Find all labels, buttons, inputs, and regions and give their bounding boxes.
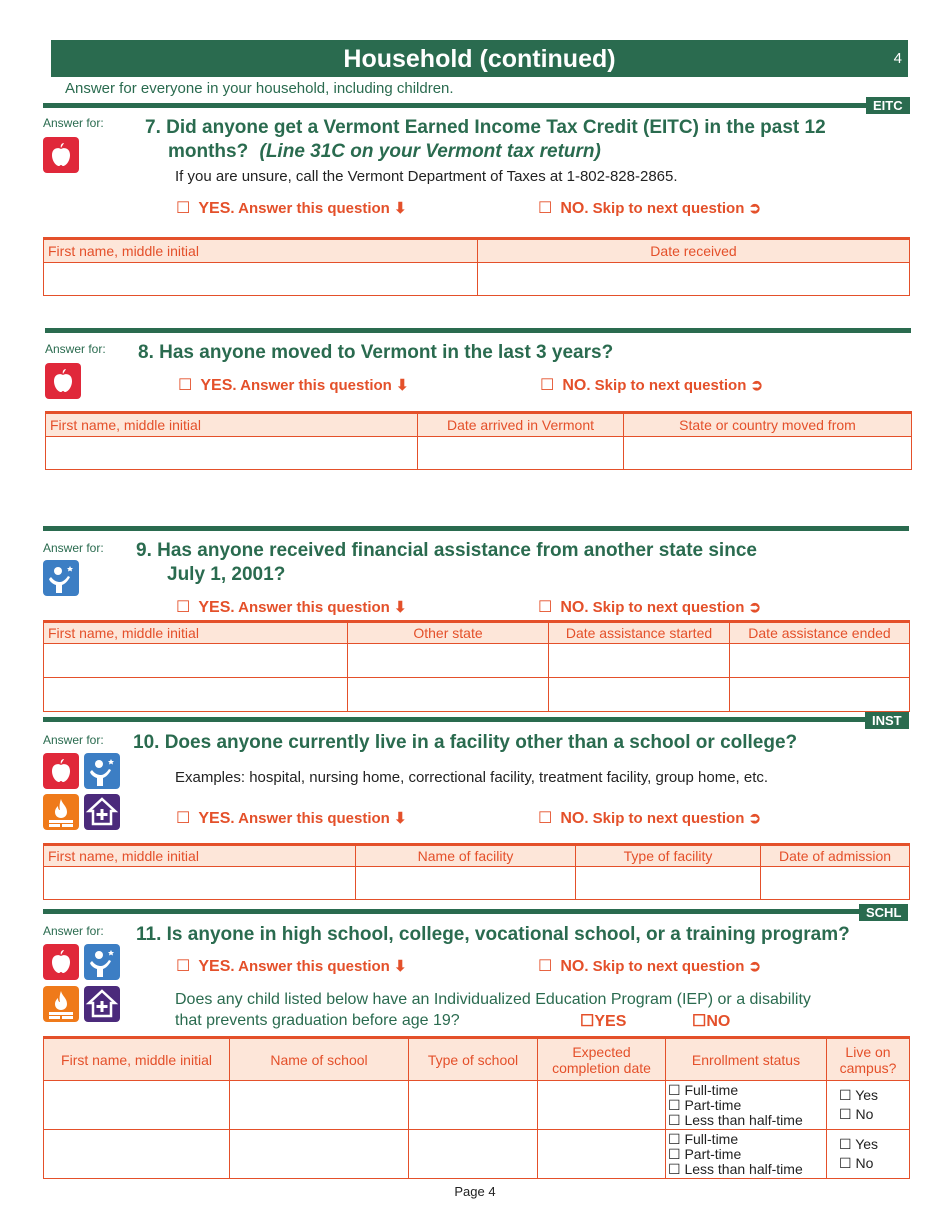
checkbox-icon[interactable]: ☐	[668, 1096, 681, 1113]
school-cell[interactable]	[230, 1081, 409, 1130]
yes-label: YES	[200, 377, 233, 394]
column-header: Type of facility	[576, 845, 761, 867]
name-cell[interactable]	[44, 678, 348, 712]
checkbox-icon[interactable]: ☐	[538, 599, 553, 616]
right-arrow-icon: ➲	[748, 200, 762, 217]
question-text: Has anyone moved to Vermont in the last 3 years?	[159, 342, 614, 363]
down-arrow-icon: ⬇	[396, 377, 409, 394]
option-label: No	[855, 1155, 874, 1171]
column-header: First name, middle initial	[44, 622, 348, 644]
apple-icon	[43, 137, 79, 173]
checkbox-icon[interactable]: ☐	[839, 1155, 852, 1171]
checkbox-icon[interactable]: ☐	[668, 1130, 681, 1147]
question-9	[136, 539, 757, 587]
name-cell[interactable]	[44, 867, 356, 900]
q9-yes-option[interactable]	[176, 597, 407, 617]
note-end: .	[673, 168, 678, 185]
question-text: Did anyone get a Vermont Earned Income Tax Credit (EITC) in the past 12	[166, 117, 826, 138]
column-header: Live on campus?	[827, 1038, 910, 1081]
question-text: Does anyone currently live in a facility other than a school or college?	[164, 732, 798, 753]
down-arrow-icon: ⬇	[394, 200, 407, 217]
q8-no-option[interactable]	[540, 375, 763, 395]
enrollment-cell	[666, 1081, 827, 1130]
right-arrow-icon: ➲	[748, 810, 762, 827]
type-cell[interactable]	[409, 1130, 538, 1179]
name-cell[interactable]	[46, 437, 418, 470]
no-label: NO	[560, 200, 585, 217]
enrollment-fulltime[interactable]	[668, 1132, 824, 1147]
eitc-note	[175, 168, 678, 185]
down-arrow-icon: ⬇	[394, 810, 407, 827]
column-header: Name of facility	[356, 845, 576, 867]
no-label: NO	[562, 377, 587, 394]
answer-for-label: Answer for:	[43, 116, 104, 130]
column-header: Other state	[348, 622, 549, 644]
question-text: Has anyone received financial assistance from another state since	[157, 540, 757, 561]
name-cell[interactable]	[44, 263, 478, 296]
q11-table	[43, 1036, 910, 1179]
question-10	[133, 731, 797, 755]
q11-yes-option[interactable]	[176, 956, 407, 976]
checkbox-icon[interactable]: ☐	[668, 1145, 681, 1162]
campus-yes[interactable]	[839, 1135, 907, 1154]
section-divider	[43, 103, 866, 108]
q10-yes-option[interactable]	[176, 808, 407, 828]
q10-no-option[interactable]	[538, 808, 761, 828]
question-hint: (Line 31C on your Vermont tax return)	[259, 141, 601, 162]
page-header	[51, 40, 908, 77]
page-subtitle: Answer for everyone in your household, including children.	[65, 80, 454, 97]
iep-no-label: NO	[706, 1013, 731, 1030]
date-cell[interactable]	[761, 867, 910, 900]
option-label: Less than half-time	[684, 1111, 803, 1128]
yes-label: YES	[198, 599, 231, 616]
checkbox-icon[interactable]: ☐	[668, 1111, 681, 1128]
fire-heat-icon	[43, 986, 79, 1022]
name-cell[interactable]	[44, 1081, 230, 1130]
page-footer: Page 4	[454, 1184, 496, 1199]
enrollment-lessthanhalf[interactable]	[668, 1162, 824, 1177]
section-divider	[43, 909, 859, 914]
apple-icon	[43, 944, 79, 980]
column-header: Name of school	[230, 1038, 409, 1081]
q7-no-option[interactable]	[538, 198, 761, 218]
child-star-icon	[43, 560, 79, 596]
q7-yes-option[interactable]	[176, 198, 407, 218]
question-11	[136, 923, 850, 947]
schl-tag: SCHL	[859, 904, 908, 921]
right-arrow-icon: ➲	[748, 958, 762, 975]
iep-yes-label: YES	[594, 1013, 627, 1030]
house-plus-icon	[84, 986, 120, 1022]
state-cell[interactable]	[624, 437, 912, 470]
state-cell[interactable]	[348, 644, 549, 678]
iep-text-cont: that prevents graduation before age 19?	[175, 1012, 460, 1029]
table-row	[44, 644, 910, 678]
state-cell[interactable]	[348, 678, 549, 712]
q9-table	[43, 620, 910, 712]
right-arrow-icon: ➲	[748, 599, 762, 616]
iep-no-option[interactable]	[692, 1011, 730, 1031]
checkbox-icon[interactable]: ☐	[538, 200, 553, 217]
answer-for-label: Answer for:	[43, 733, 104, 747]
checkbox-icon[interactable]: ☐	[176, 200, 191, 217]
no-instruction: . Skip to next question	[584, 599, 745, 616]
campus-no[interactable]	[839, 1105, 907, 1124]
date-cell[interactable]	[549, 644, 730, 678]
enrollment-parttime[interactable]	[668, 1098, 824, 1113]
option-label: Less than half-time	[684, 1160, 803, 1177]
q10-table	[43, 843, 910, 900]
date-cell[interactable]	[549, 678, 730, 712]
iep-yes-option[interactable]	[580, 1011, 626, 1031]
no-instruction: . Skip to next question	[584, 810, 745, 827]
question-text-cont: July 1, 2001?	[167, 564, 286, 585]
no-instruction: . Skip to next question	[586, 377, 747, 394]
checkbox-icon[interactable]: ☐	[839, 1136, 852, 1152]
q9-no-option[interactable]	[538, 597, 761, 617]
section-divider	[45, 328, 911, 333]
inst-tag: INST	[865, 712, 909, 729]
column-header: State or country moved from	[624, 413, 912, 437]
column-header: Date arrived in Vermont	[418, 413, 624, 437]
column-header: First name, middle initial	[44, 1038, 230, 1081]
yes-label: YES	[198, 200, 231, 217]
table-row	[44, 867, 910, 900]
yes-instruction: . Answer this question	[230, 599, 390, 616]
type-cell[interactable]	[576, 867, 761, 900]
yes-label: YES	[198, 810, 231, 827]
yes-instruction: . Answer this question	[232, 377, 392, 394]
campus-cell	[827, 1081, 910, 1130]
column-header: Expected completion date	[538, 1038, 666, 1081]
column-header: Date received	[478, 239, 910, 263]
enrollment-fulltime[interactable]	[668, 1083, 824, 1098]
date-cell[interactable]	[730, 644, 910, 678]
yes-instruction: . Answer this question	[230, 958, 390, 975]
answer-for-label: Answer for:	[43, 924, 104, 938]
note-text: If you are unsure, call the Vermont Department of Taxes at	[175, 168, 567, 185]
q8-yes-option[interactable]	[178, 375, 409, 395]
enrollment-parttime[interactable]	[668, 1147, 824, 1162]
q11-no-option[interactable]	[538, 956, 761, 976]
column-header: First name, middle initial	[44, 845, 356, 867]
table-row	[44, 678, 910, 712]
checkbox-icon[interactable]: ☐	[176, 599, 191, 616]
enrollment-lessthanhalf[interactable]	[668, 1113, 824, 1128]
checkbox-icon[interactable]: ☐	[538, 958, 553, 975]
yes-instruction: . Answer this question	[230, 810, 390, 827]
column-header: Type of school	[409, 1038, 538, 1081]
eitc-tag: EITC	[866, 97, 910, 114]
checkbox-icon[interactable]: ☐	[692, 1013, 707, 1030]
checkbox-icon[interactable]: ☐	[839, 1106, 852, 1122]
campus-no[interactable]	[839, 1154, 907, 1173]
column-header: Date assistance started	[549, 622, 730, 644]
name-cell[interactable]	[44, 1130, 230, 1179]
checkbox-icon[interactable]: ☐	[668, 1081, 681, 1098]
iep-text: Does any child listed below have an Individualized Education Program (IEP) or a disability	[175, 991, 811, 1008]
question-7	[145, 116, 826, 164]
q8-table	[45, 411, 912, 470]
table-row	[44, 1081, 910, 1130]
apple-icon	[43, 753, 79, 789]
no-label: NO	[560, 810, 585, 827]
table-row	[44, 1130, 910, 1179]
school-cell[interactable]	[230, 1130, 409, 1179]
down-arrow-icon: ⬇	[394, 958, 407, 975]
no-instruction: . Skip to next question	[584, 958, 745, 975]
option-label: Part-time	[684, 1145, 742, 1162]
child-star-icon	[84, 944, 120, 980]
facility-cell[interactable]	[356, 867, 576, 900]
answer-for-label: Answer for:	[43, 541, 104, 555]
question-number: 7.	[145, 117, 161, 138]
option-label: Full-time	[684, 1081, 739, 1098]
option-label: No	[855, 1106, 874, 1122]
right-arrow-icon: ➲	[750, 377, 764, 394]
checkbox-icon[interactable]: ☐	[668, 1160, 681, 1177]
table-row	[44, 263, 910, 296]
name-cell[interactable]	[44, 644, 348, 678]
section-divider	[43, 717, 866, 722]
checkbox-icon[interactable]: ☐	[178, 377, 193, 394]
campus-cell	[827, 1130, 910, 1179]
date-cell[interactable]	[478, 263, 910, 296]
question-number: 9.	[136, 540, 152, 561]
date-cell[interactable]	[538, 1130, 666, 1179]
checkbox-icon[interactable]: ☐	[540, 377, 555, 394]
question-number: 10.	[133, 732, 160, 753]
column-header: Date assistance ended	[730, 622, 910, 644]
q7-table	[43, 237, 910, 296]
column-header: First name, middle initial	[44, 239, 478, 263]
page-title: Household (continued)	[343, 45, 616, 73]
down-arrow-icon: ⬇	[394, 599, 407, 616]
answer-for-label: Answer for:	[45, 342, 106, 356]
checkbox-icon[interactable]: ☐	[176, 958, 191, 975]
house-plus-icon	[84, 794, 120, 830]
date-cell[interactable]	[538, 1081, 666, 1130]
question-8	[138, 341, 613, 365]
page-number-badge: 4	[893, 50, 902, 67]
option-label: Part-time	[684, 1096, 742, 1113]
checkbox-icon[interactable]: ☐	[580, 1013, 595, 1030]
question-text-cont: months?	[168, 141, 249, 162]
option-label: Yes	[855, 1136, 879, 1152]
checkbox-icon[interactable]: ☐	[538, 810, 553, 827]
option-label: Full-time	[684, 1130, 739, 1147]
section-divider	[43, 526, 909, 531]
checkbox-icon[interactable]: ☐	[176, 810, 191, 827]
checkbox-icon[interactable]: ☐	[839, 1087, 852, 1103]
date-cell[interactable]	[730, 678, 910, 712]
no-label: NO	[560, 958, 585, 975]
column-header: First name, middle initial	[46, 413, 418, 437]
phone-number: 1-802-828-2865	[566, 168, 674, 185]
facility-examples: Examples: hospital, nursing home, correctional facility, treatment facility, group home, etc.	[175, 769, 769, 786]
fire-heat-icon	[43, 794, 79, 830]
option-label: Yes	[855, 1087, 879, 1103]
type-cell[interactable]	[409, 1081, 538, 1130]
question-number: 11.	[136, 924, 162, 945]
no-instruction: . Skip to next question	[584, 200, 745, 217]
question-number: 8.	[138, 342, 154, 363]
yes-instruction: . Answer this question	[230, 200, 390, 217]
campus-yes[interactable]	[839, 1086, 907, 1105]
apple-icon	[45, 363, 81, 399]
date-cell[interactable]	[418, 437, 624, 470]
enrollment-cell	[666, 1130, 827, 1179]
column-header: Date of admission	[761, 845, 910, 867]
no-label: NO	[560, 599, 585, 616]
question-text: Is anyone in high school, college, vocational school, or a training program?	[166, 924, 850, 945]
table-row	[46, 437, 912, 470]
child-star-icon	[84, 753, 120, 789]
column-header: Enrollment status	[666, 1038, 827, 1081]
yes-label: YES	[198, 958, 231, 975]
